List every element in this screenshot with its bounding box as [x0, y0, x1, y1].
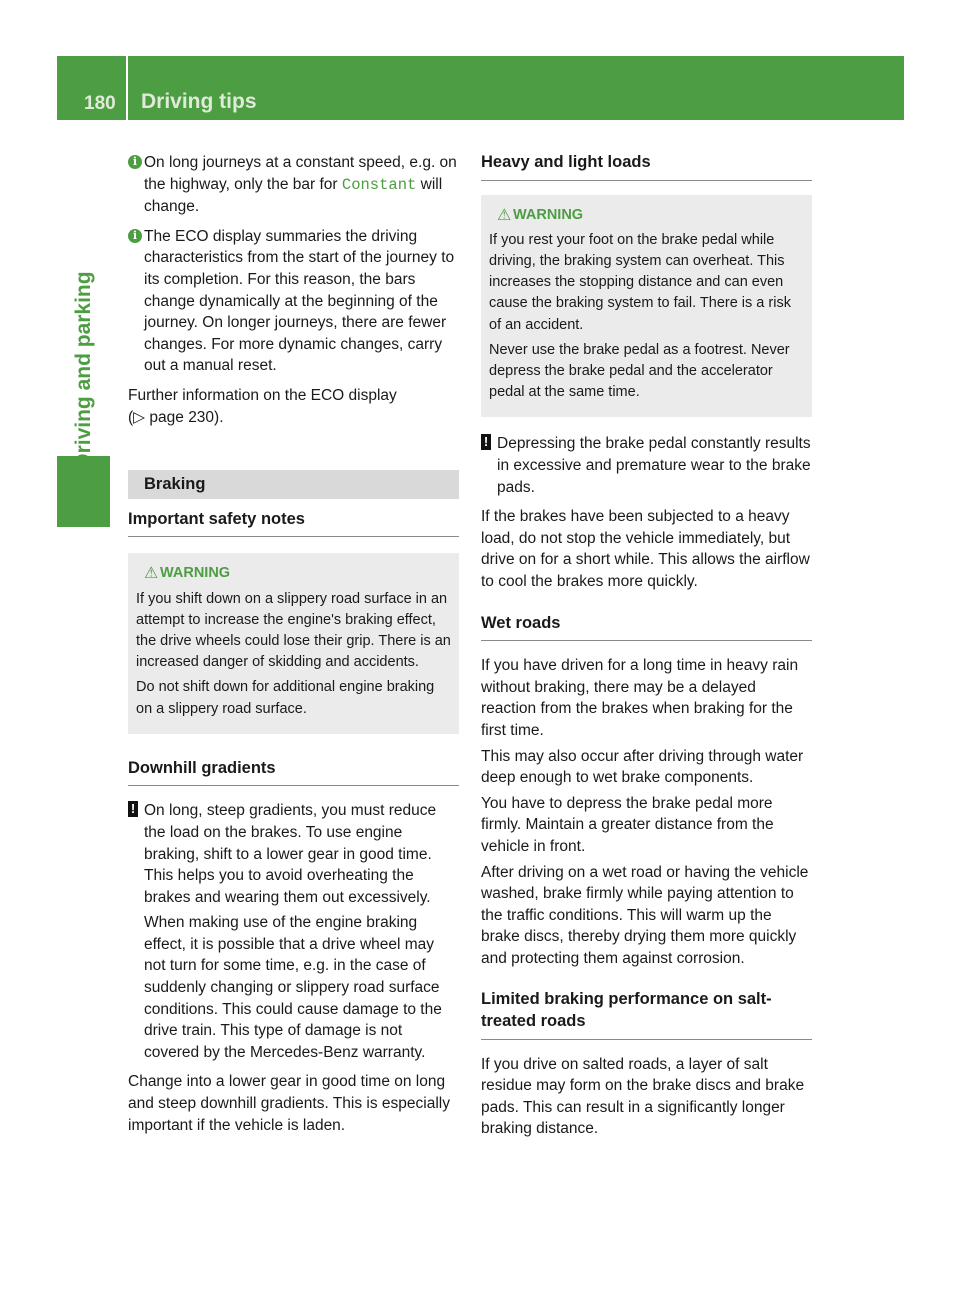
- notice-1-p2: When making use of the engine braking effect, it is possible that a drive wheel may not turn for some time, e.g. in the case of suddenly changing or slippery road surface conditions. This could cause damage to the drive train. This type of damage is not covered by the Mercedes-Benz warranty.: [144, 914, 442, 1061]
- wet-roads-heading: Wet roads: [481, 613, 812, 642]
- info-icon: i: [128, 155, 142, 169]
- info-note-1-text-before: On long journeys at a constant speed, e.g. on the highway, only the bar for: [144, 154, 457, 193]
- warning-triangle-icon: ⚠: [144, 565, 159, 583]
- warning-title: [489, 205, 804, 226]
- page-ref-link[interactable]: page 230).: [145, 408, 224, 426]
- info-note-2: [128, 226, 459, 377]
- left-column: [128, 152, 459, 1140]
- header-divider: [126, 56, 128, 120]
- safety-heading: Important safety notes: [128, 509, 459, 538]
- downhill-paragraph: Change into a lower gear in good time on long and steep downhill gradients. This is especially important if the vehicle is laden.: [128, 1073, 450, 1134]
- wet-roads-p2: This may also occur after driving through water deep enough to wet brake components.: [481, 747, 804, 787]
- warning-box-1: [128, 553, 459, 733]
- further-info-text: Further information on the ECO display: [128, 386, 397, 404]
- exclamation-icon: !: [481, 434, 491, 450]
- warning-title-text: WARNING: [160, 565, 231, 582]
- wet-roads-p1: If you have driven for a long time in heavy rain without braking, there may be a delayed reaction from the brakes when braking for the first time.: [481, 657, 799, 739]
- info-icon: i: [128, 229, 142, 243]
- notice-1-p1: On long, steep gradients, you must reduce the load on the brakes. To use engine braking, shift to a lower gear in good time. This helps you to avoid overheating the brakes and wearing them out excessively.: [144, 802, 437, 906]
- warning-title-text: WARNING: [513, 206, 584, 223]
- wet-roads-p4: After driving on a wet road or having the vehicle washed, brake firmly while paying attention to the traffic conditions. This will warm up the brake discs, thereby drying them more quickly and protecting them against corrosion.: [481, 863, 809, 967]
- section-title: Driving tips: [141, 90, 257, 113]
- info-note-1-text-after: will change.: [144, 175, 443, 216]
- side-tab-label: Driving and parking: [72, 271, 95, 469]
- constant-label: Constant: [341, 175, 417, 194]
- salt-roads-heading: Limited braking performance on salt-treated roads: [481, 989, 812, 1039]
- notice-2: [481, 433, 812, 498]
- info-note-2-text: The ECO display summaries the driving characteristics from the start of the journey to its completion. For this reason, the bars change dynamically at the beginning of the journey. On longer journeys, there are fewer changes. For more dynamic changes, carry out a manual reset.: [144, 227, 455, 375]
- info-note-1: [128, 152, 459, 218]
- further-info-paren: (: [128, 408, 134, 426]
- heavy-loads-heading: Heavy and light loads: [481, 152, 812, 181]
- warning-1-p2: Do not shift down for additional engine braking on a slippery road surface.: [136, 679, 435, 717]
- warning-1-p1: If you shift down on a slippery road surface in an attempt to increase the engine's braking effect, the drive wheels could lose their grip. There is an increased danger of skidding and accidents.: [136, 590, 451, 671]
- downhill-heading: Downhill gradients: [128, 758, 459, 787]
- salt-roads-paragraph: If you drive on salted roads, a layer of salt residue may form on the brake discs and brake pads. This can result in a significantly longer braking distance.: [481, 1055, 805, 1138]
- page-number: 180: [84, 93, 116, 114]
- warning-title: [136, 563, 451, 584]
- warning-2-p1: If you rest your foot on the brake pedal while driving, the braking system can overheat. This increases the stopping distance and can even cause the braking system to fail. There is a risk of an accident.: [489, 231, 791, 333]
- warning-box-2: [481, 195, 812, 418]
- heavy-loads-paragraph: If the brakes have been subjected to a heavy load, do not stop the vehicle immediately, but drive on for a short while. This allows the airflow to cool the brakes more quickly.: [481, 508, 810, 590]
- warning-2-p2: Never use the brake pedal as a footrest. Never depress the brake pedal and the accelerator pedal at the same time.: [489, 341, 790, 401]
- exclamation-icon: !: [128, 801, 138, 817]
- warning-triangle-icon: ⚠: [497, 206, 512, 224]
- braking-heading: Braking: [128, 470, 459, 499]
- notice-1: [128, 800, 459, 1063]
- wet-roads-p3: You have to depress the brake pedal more firmly. Maintain a greater distance from the vehicle in front.: [481, 794, 774, 855]
- page-ref-arrow-icon: ▷: [133, 408, 146, 426]
- notice-2-text: Depressing the brake pedal constantly results in excessive and premature wear to the brake pads.: [497, 435, 811, 496]
- right-column: [481, 152, 812, 1144]
- further-info: [128, 385, 459, 428]
